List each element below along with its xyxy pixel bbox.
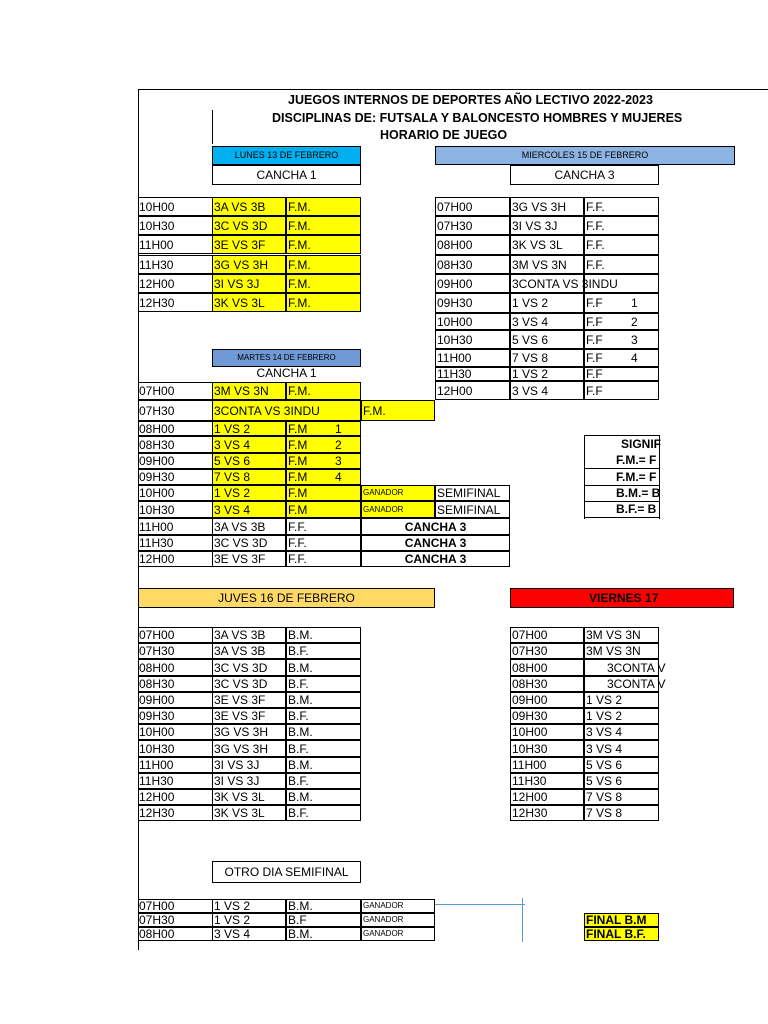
semifinal-label: SEMIFINAL: [435, 485, 510, 501]
group-number: 1: [335, 421, 342, 436]
signif-item: B.M.= B: [584, 485, 659, 502]
ganador-label: GANADOR: [361, 501, 435, 518]
time-cell: 09H00: [510, 692, 584, 708]
discipline-cell: F.M.: [286, 216, 361, 235]
discipline-cell: F.F: [584, 381, 659, 400]
discipline-cell: F.F.: [584, 197, 659, 216]
cancha-label: CANCHA 3: [361, 551, 510, 567]
match-cell: 3 VS 4: [212, 927, 286, 941]
group-number: 4: [631, 351, 638, 365]
time-cell: 12H00: [138, 789, 212, 805]
match-cell: 3A VS 3B: [212, 643, 286, 659]
time-cell: 09H30: [138, 469, 212, 485]
time-cell: 12H00: [435, 381, 510, 400]
match-cell: 3G VS 3H: [510, 197, 584, 216]
discipline-cell: F.F: [584, 313, 659, 330]
time-cell: 10H00: [138, 485, 212, 501]
discipline-cell: F.F.: [584, 235, 659, 255]
semifinal-label: SEMIFINAL: [435, 501, 510, 518]
group-number: [334, 551, 344, 567]
match-cell: 7 VS 8: [584, 805, 659, 821]
discipline-cell: F.M: [286, 453, 361, 469]
sheet-top-border: [138, 89, 768, 90]
match-cell: 7 VS 8: [510, 349, 584, 367]
signif-item: B.F.= B: [584, 501, 659, 518]
match-cell: 3M VS 3N: [510, 255, 584, 274]
group-number: 2: [631, 314, 638, 329]
time-cell: 07H30: [138, 913, 212, 927]
jueves-header: JUVES 16 DE FEBRERO: [138, 588, 435, 608]
match-cell: 5 VS 6: [510, 330, 584, 349]
match-cell: 3 VS 4: [510, 381, 584, 400]
match-cell: 1 VS 2: [212, 913, 286, 927]
match-cell: 1 VS 2: [584, 708, 659, 724]
discipline-cell: F.M.: [361, 400, 435, 421]
group-number: [630, 255, 640, 274]
time-cell: 11H00: [138, 235, 212, 254]
time-cell: 10H00: [435, 313, 510, 330]
match-cell: 3A VS 3B: [212, 197, 286, 216]
time-cell: 10H30: [138, 216, 212, 235]
time-cell: 07H00: [435, 197, 510, 216]
title-line-1: JUEGOS INTERNOS DE DEPORTES AÑO LECTIVO 2022-2023: [288, 93, 653, 107]
discipline-cell: B.F.: [286, 708, 361, 724]
time-cell: 07H30: [510, 643, 584, 659]
discipline-cell: F.F.: [286, 535, 361, 551]
time-cell: 12H00: [138, 551, 212, 567]
time-cell: 08H30: [510, 676, 584, 692]
match-cell: 3K VS 3L: [212, 293, 286, 312]
time-cell: 10H30: [138, 501, 212, 518]
match-cell: 3G VS 3H: [212, 724, 286, 740]
match-cell: 3E VS 3F: [212, 708, 286, 724]
time-cell: 11H30: [435, 367, 510, 381]
match-cell: 3 VS 4: [510, 313, 584, 330]
time-cell: 09H00: [435, 274, 510, 293]
discipline-cell: F.M: [286, 469, 361, 485]
time-cell: 11H00: [138, 518, 212, 535]
selection-line-h: [435, 904, 525, 905]
match-cell: 3K VS 3L: [212, 805, 286, 821]
discipline-cell: F.F: [584, 367, 659, 381]
match-cell: 3CONTA V: [584, 676, 659, 692]
discipline-cell: F.M.: [286, 382, 361, 400]
discipline-cell: B.M.: [286, 724, 361, 740]
match-cell: 3I VS 3J: [510, 216, 584, 235]
discipline-cell: B.M.: [286, 757, 361, 773]
group-number: [630, 367, 640, 381]
time-cell: 08H00: [138, 659, 212, 676]
match-cell: 5 VS 6: [584, 773, 659, 789]
title-divider: [212, 110, 213, 144]
discipline-cell: F.M: [286, 501, 361, 518]
match-cell: 3 VS 4: [584, 740, 659, 757]
match-cell: 1 VS 2: [212, 485, 286, 501]
time-cell: 12H00: [138, 274, 212, 293]
match-cell: 3M VS 3N: [584, 627, 659, 643]
match-cell: 3G VS 3H: [212, 255, 286, 274]
match-cell: 3E VS 3F: [212, 692, 286, 708]
time-cell: 11H00: [435, 349, 510, 367]
match-cell: 3 VS 4: [212, 501, 286, 518]
discipline-cell: B.F.: [286, 773, 361, 789]
group-number: [334, 485, 344, 501]
discipline-cell: F.F: [584, 293, 659, 313]
discipline-cell: B.F.: [286, 676, 361, 692]
discipline-cell: F.M.: [286, 197, 361, 216]
match-cell: 3M VS 3N: [212, 382, 286, 400]
time-cell: 07H00: [510, 627, 584, 643]
group-number: [630, 381, 640, 400]
time-cell: 07H00: [138, 627, 212, 643]
time-cell: 09H30: [138, 708, 212, 724]
discipline-cell: F.F: [584, 349, 659, 367]
signif-title: SIGNIF: [621, 437, 662, 451]
time-cell: 10H30: [510, 740, 584, 757]
match-cell: 3 VS 4: [212, 436, 286, 453]
match-cell: 3G VS 3H: [212, 740, 286, 757]
cancha-label: CANCHA 3: [361, 518, 510, 535]
time-cell: 09H00: [138, 453, 212, 469]
time-cell: 09H00: [138, 692, 212, 708]
time-cell: 09H30: [510, 708, 584, 724]
group-number: 1: [631, 296, 638, 310]
time-cell: 10H30: [138, 740, 212, 757]
discipline-cell: B.M.: [286, 927, 361, 941]
match-cell: 1 VS 2: [212, 421, 286, 436]
time-cell: 11H30: [510, 773, 584, 789]
discipline-cell: B.M.: [286, 659, 361, 676]
final-bf: FINAL B.F.: [584, 927, 659, 941]
time-cell: 11H30: [138, 535, 212, 551]
discipline-cell: [584, 274, 659, 293]
group-number: [334, 382, 344, 400]
time-cell: 10H00: [138, 724, 212, 740]
discipline-cell: B.F.: [286, 805, 361, 821]
match-cell: 3CONTA V: [584, 659, 659, 676]
time-cell: 08H00: [435, 235, 510, 255]
group-number: [630, 235, 640, 255]
time-cell: 07H30: [138, 643, 212, 659]
group-number: [630, 216, 640, 235]
match-cell: 3E VS 3F: [212, 235, 286, 254]
discipline-cell: B.M.: [286, 692, 361, 708]
group-number: 3: [335, 454, 342, 468]
time-cell: 08H00: [510, 659, 584, 676]
time-cell: 08H30: [138, 436, 212, 453]
time-cell: 07H00: [138, 899, 212, 913]
match-cell: 3E VS 3F: [212, 551, 286, 567]
discipline-cell: F.F.: [584, 216, 659, 235]
discipline-cell: F.M.: [286, 235, 361, 254]
discipline-cell: B.M.: [286, 899, 361, 913]
time-cell: 09H30: [435, 293, 510, 313]
lunes-cancha: CANCHA 1: [212, 165, 361, 185]
time-cell: 10H00: [138, 197, 212, 216]
discipline-cell: B.F.: [286, 643, 361, 659]
match-cell: 3CONTA VS 3INDU: [510, 274, 584, 293]
match-cell: 3C VS 3D: [212, 659, 286, 676]
match-cell: 1 VS 2: [510, 367, 584, 381]
time-cell: 11H30: [138, 255, 212, 274]
match-cell: 3C VS 3D: [212, 216, 286, 235]
time-cell: 07H30: [138, 400, 212, 421]
title-line-3: HORARIO DE JUEGO: [380, 128, 508, 142]
group-number: [630, 274, 640, 293]
match-cell: 5 VS 6: [212, 453, 286, 469]
ganador-label: GANADOR: [361, 913, 435, 927]
martes-header: MARTES 14 DE FEBRERO: [212, 349, 361, 367]
final-bm: FINAL B.M: [584, 913, 659, 927]
time-cell: 10H00: [510, 724, 584, 740]
time-cell: 12H30: [138, 293, 212, 312]
time-cell: 07H00: [138, 382, 212, 400]
group-number: 3: [631, 332, 638, 347]
miercoles-header: MIERCOLES 15 DE FEBRERO: [435, 146, 735, 165]
group-number: [334, 501, 344, 518]
discipline-cell: B.M.: [286, 789, 361, 805]
time-cell: 11H00: [510, 757, 584, 773]
match-cell: 3I VS 3J: [212, 274, 286, 293]
time-cell: 08H30: [435, 255, 510, 274]
ganador-label: GANADOR: [361, 899, 435, 913]
miercoles-cancha: CANCHA 3: [510, 165, 659, 185]
discipline-cell: F.F.: [286, 518, 361, 535]
group-number: [630, 197, 640, 216]
match-cell: 3C VS 3D: [212, 535, 286, 551]
match-cell: 7 VS 8: [212, 469, 286, 485]
signif-item: F.M.= F: [584, 452, 659, 469]
match-cell: 3A VS 3B: [212, 627, 286, 643]
discipline-cell: F.M.: [286, 274, 361, 293]
discipline-cell: F.M: [286, 436, 361, 453]
group-number: [334, 518, 344, 535]
match-cell: 5 VS 6: [584, 757, 659, 773]
time-cell: 12H30: [510, 805, 584, 821]
time-cell: 12H30: [138, 805, 212, 821]
time-cell: 12H00: [510, 789, 584, 805]
discipline-cell: F.M.: [286, 255, 361, 274]
match-cell: 3M VS 3N: [584, 643, 659, 659]
group-number: [334, 535, 344, 551]
discipline-cell: F.F.: [584, 255, 659, 274]
match-cell: 3C VS 3D: [212, 676, 286, 692]
match-cell: 3K VS 3L: [212, 789, 286, 805]
discipline-cell: B.M.: [286, 627, 361, 643]
discipline-cell: F.M: [286, 485, 361, 501]
match-cell: 1 VS 2: [212, 899, 286, 913]
discipline-cell: B.F.: [286, 740, 361, 757]
match-cell: 1 VS 2: [510, 293, 584, 313]
otro-header: OTRO DIA SEMIFINAL: [212, 861, 361, 883]
discipline-cell: F.F: [584, 330, 659, 349]
lunes-header: LUNES 13 DE FEBRERO: [212, 146, 361, 165]
group-number: 2: [335, 437, 342, 452]
time-cell: 11H00: [138, 757, 212, 773]
match-cell: 3 VS 4: [584, 724, 659, 740]
time-cell: 08H00: [138, 421, 212, 436]
match-cell: 3A VS 3B: [212, 518, 286, 535]
discipline-cell: F.M.: [286, 293, 361, 312]
match-cell: 1 VS 2: [584, 692, 659, 708]
viernes-header: VIERNES 17: [510, 588, 734, 608]
time-cell: 11H30: [138, 773, 212, 789]
ganador-label: GANADOR: [361, 485, 435, 501]
match-cell: 3CONTA VS 3INDU: [212, 400, 361, 421]
time-cell: 08H00: [138, 927, 212, 941]
match-cell: 3I VS 3J: [212, 773, 286, 789]
match-cell: 3K VS 3L: [510, 235, 584, 255]
ganador-label: GANADOR: [361, 927, 435, 941]
discipline-cell: F.F.: [286, 551, 361, 567]
discipline-cell: B.F: [286, 913, 361, 927]
martes-cancha: CANCHA 1: [256, 365, 317, 380]
cancha-label: CANCHA 3: [361, 535, 510, 551]
time-cell: 10H30: [435, 330, 510, 349]
match-cell: 7 VS 8: [584, 789, 659, 805]
title-line-2: DISCIPLINAS DE: FUTSALA Y BALONCESTO HOMBRES Y MUJERES: [272, 111, 683, 125]
group-number: 4: [335, 470, 342, 484]
discipline-cell: F.M: [286, 421, 361, 436]
time-cell: 07H30: [435, 216, 510, 235]
match-cell: 3I VS 3J: [212, 757, 286, 773]
signif-item: F.M.= F: [584, 469, 659, 486]
time-cell: 08H30: [138, 676, 212, 692]
